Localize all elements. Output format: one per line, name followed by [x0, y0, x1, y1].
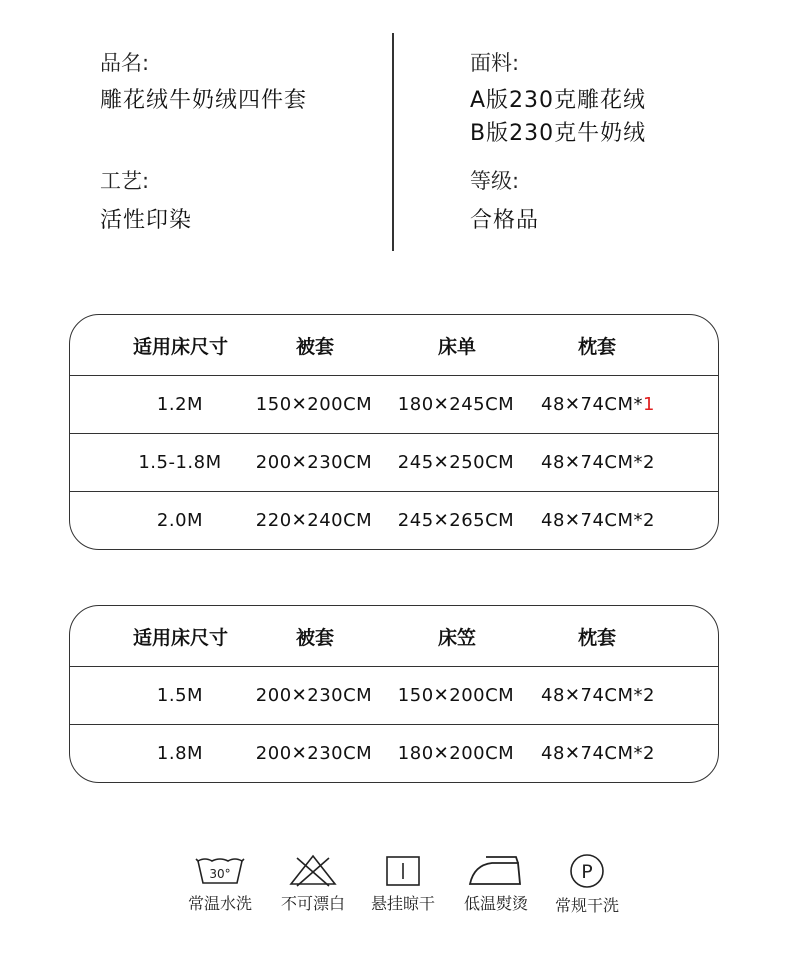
cell-duvet-cover: 200✕230CM	[255, 452, 373, 473]
care-label-no-bleach: 不可漂白	[280, 894, 345, 913]
wash-temp-text: 30°	[209, 867, 231, 881]
cell-duvet-cover: 200✕230CM	[255, 685, 373, 706]
grade-label: 等级:	[470, 169, 520, 193]
care-item-wash	[170, 853, 270, 914]
care-label-hang-dry: 悬挂晾干	[370, 894, 435, 913]
cell-bed-size: 1.5-1.8M	[138, 452, 222, 473]
header-duvet-cover: 被套	[295, 626, 334, 649]
table-row	[70, 666, 718, 724]
pillowcase-size: 48✕74CM*	[541, 394, 644, 415]
product-name-label: 品名:	[100, 51, 150, 75]
care-label-wash: 常温水洗	[187, 894, 252, 913]
cell-bed-sheet: 180✕245CM	[397, 394, 515, 415]
table-row	[70, 491, 718, 549]
cell-pillowcase: 48✕74CM*2	[541, 743, 655, 764]
cell-pillowcase: 48✕74CM*2	[541, 452, 655, 473]
cell-bed-size: 1.8M	[156, 743, 204, 764]
cell-bed-sheet: 245✕250CM	[397, 452, 515, 473]
size-table-fitted	[69, 605, 719, 783]
fabric-label: 面料:	[470, 51, 520, 75]
care-item-iron	[446, 853, 546, 914]
size-table-sheet	[69, 314, 719, 550]
fabric-value-a: A版230克雕花绒	[470, 88, 647, 113]
cell-bed-size: 1.2M	[156, 394, 204, 415]
care-item-hang-dry	[353, 853, 453, 914]
no-bleach-icon	[285, 853, 341, 887]
header-bed-sheet: 床单	[437, 335, 476, 358]
table-header-row	[70, 606, 718, 666]
header-pillowcase: 枕套	[577, 626, 616, 649]
table-row	[70, 375, 718, 433]
header-bed-size: 适用床尺寸	[132, 335, 228, 358]
fabric-value-b: B版230克牛奶绒	[470, 121, 647, 146]
cell-duvet-cover: 150✕200CM	[255, 394, 373, 415]
craft-label: 工艺:	[100, 169, 150, 193]
info-divider	[392, 33, 394, 251]
table-header-row	[70, 315, 718, 375]
cell-fitted-sheet: 180✕200CM	[397, 743, 515, 764]
header-bed-size: 适用床尺寸	[132, 626, 228, 649]
dry-clean-symbol: P	[581, 861, 593, 883]
hang-dry-icon	[375, 853, 431, 887]
table-row	[70, 433, 718, 491]
care-item-no-bleach	[263, 853, 363, 914]
grade-value: 合格品	[470, 208, 540, 233]
dry-clean-icon	[559, 853, 615, 889]
header-pillowcase: 枕套	[577, 335, 616, 358]
cell-bed-size: 1.5M	[156, 685, 204, 706]
cell-pillowcase: 48✕74CM*2	[541, 685, 655, 706]
header-fitted-sheet: 床笠	[437, 626, 476, 649]
care-label-dry-clean: 常规干洗	[554, 896, 619, 915]
pillowcase-count: 1	[643, 394, 655, 415]
cell-bed-size: 2.0M	[156, 510, 204, 531]
low-iron-icon	[466, 853, 526, 887]
care-label-iron: 低温熨烫	[463, 894, 528, 913]
cell-pillowcase	[533, 376, 663, 433]
cell-duvet-cover: 200✕230CM	[255, 743, 373, 764]
product-name-value: 雕花绒牛奶绒四件套	[100, 88, 308, 113]
craft-value: 活性印染	[100, 208, 193, 233]
cell-bed-sheet: 245✕265CM	[397, 510, 515, 531]
header-duvet-cover: 被套	[295, 335, 334, 358]
cell-fitted-sheet: 150✕200CM	[397, 685, 515, 706]
care-item-dry-clean	[537, 853, 637, 916]
wash-30-icon	[192, 853, 248, 887]
cell-duvet-cover: 220✕240CM	[255, 510, 373, 531]
table-row	[70, 724, 718, 782]
cell-pillowcase: 48✕74CM*2	[541, 510, 655, 531]
